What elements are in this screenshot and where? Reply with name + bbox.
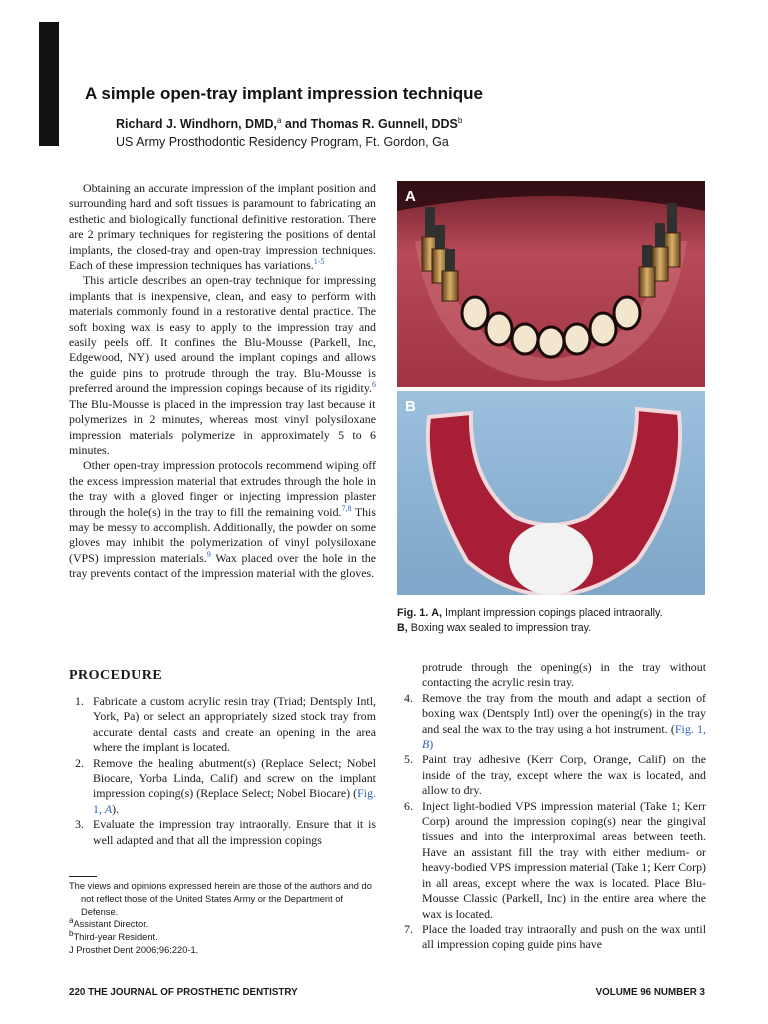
caption-fig-label: Fig. 1. xyxy=(397,607,429,619)
step-4-number: 4. xyxy=(404,690,413,705)
fig-1-link[interactable]: Fig. 1 xyxy=(93,786,376,816)
step-6-number: 6. xyxy=(404,798,413,813)
step-5-number: 5. xyxy=(404,752,413,767)
step-4-text-a: Remove the tray from the mouth and adapt a section of boxing wax (Dentsply Intl) over the opening(s) in the tray and seal the wax to the tray using a hot instrument. ( xyxy=(422,690,706,736)
step-3-cont-text: protrude through the opening(s) in the tray without contacting the acrylic resin tray. xyxy=(422,660,706,690)
panel-b-label: B xyxy=(405,398,416,415)
paragraph-3-text: Other open-tray impression protocols recommend wiping off the excess impression material that extrudes through the hole in the tray with a gloved finger or injecting impression plaster through the hole(s) in the tray to fill the remaining void. xyxy=(69,458,376,519)
step-7-number: 7. xyxy=(404,921,413,936)
caption-a-text: Implant impression copings placed intraorally. xyxy=(442,607,663,619)
affiliation: US Army Prosthodontic Residency Program, Ft. Gordon, Ga xyxy=(116,135,449,149)
figure-1-caption xyxy=(397,606,715,636)
footnote-a-text: Assistant Director. xyxy=(73,919,149,930)
figure-1b-drawing xyxy=(397,391,705,595)
footnote-a xyxy=(69,918,379,931)
panel-a-label: A xyxy=(405,188,416,205)
caption-b-label: B, xyxy=(397,622,408,634)
step-3-continued xyxy=(398,660,706,691)
boxing-wax xyxy=(509,523,593,595)
footer-volume: VOLUME 96 NUMBER 3 xyxy=(595,987,705,998)
step-1-text: Fabricate a custom acrylic resin tray (Triad; Dentsply Intl, York, Pa) or select an appropriately sized stock tray from accurate dental casts and create an opening in the area where the implant is located. xyxy=(93,694,376,755)
paragraph-1-text: Obtaining an accurate impression of the implant position and surrounding hard and soft tissues is paramount to fabricating an esthetic and biologically functional definitive restoration. There are 2 primary techniques for registering the positions of dental implants, the closed-tray and open-tray impression techniques. Each of these impression techniques has variations. xyxy=(69,181,376,273)
journal-side-bar xyxy=(39,22,59,146)
step-4-text-c: ) xyxy=(429,737,434,752)
step-5 xyxy=(398,752,706,798)
step-7 xyxy=(398,922,706,953)
fig-1-link-2[interactable]: Fig. 1 xyxy=(674,721,704,736)
step-5-text: Paint tray adhesive (Kerr Corp, Orange, Calif) on the inside of the tray, except where the wax is located, and allow to dry. xyxy=(422,752,706,798)
paragraph-2 xyxy=(69,273,376,458)
procedure-steps-left xyxy=(69,694,376,848)
step-7-text: Place the loaded tray intraorally and push on the wax until all impression coping guide pins have xyxy=(422,921,706,952)
step-4-text-b: , xyxy=(703,721,706,736)
fig-1a-link[interactable]: A xyxy=(104,801,113,816)
footnote-b-text: Third-year Resident. xyxy=(73,932,158,943)
citation: J Prosthet Dent 2006;96:220-1. xyxy=(69,944,199,955)
paragraph-2-text-b: The Blu-Mousse is placed in the impression tray last because it polymerizes in 2 minutes, whereas most vinyl polysiloxane impression materials polymerize in approximately 5 to 6 minutes. xyxy=(69,396,376,457)
step-3 xyxy=(69,817,376,848)
step-3-text: Evaluate the impression tray intraorally. Ensure that it is well adapted and that all the impression copings xyxy=(93,817,376,847)
step-2-text-c: ). xyxy=(112,801,120,816)
author-line xyxy=(116,117,462,131)
figure-1b-photo xyxy=(397,391,705,595)
paragraph-1 xyxy=(69,181,376,273)
step-6 xyxy=(398,799,706,922)
step-3-number: 3. xyxy=(75,817,84,832)
footnote-rule xyxy=(69,876,97,877)
caption-b-text: Boxing wax sealed to impression tray. xyxy=(407,622,592,634)
footnote-a-sup: a xyxy=(69,916,74,926)
figure-1a-drawing xyxy=(397,181,705,387)
intro-text xyxy=(69,181,376,582)
step-4 xyxy=(398,691,706,753)
reference-7-8[interactable]: 7,8 xyxy=(341,503,352,513)
step-2 xyxy=(69,756,376,818)
footnote-b xyxy=(69,931,379,944)
procedure-steps-right xyxy=(398,660,706,953)
author-1-sup: a xyxy=(277,115,282,125)
step-1-number: 1. xyxy=(75,694,84,708)
paragraph-3 xyxy=(69,458,376,581)
step-2-text-b: , xyxy=(98,801,105,816)
footer-journal: 220 THE JOURNAL OF PROSTHETIC DENTISTRY xyxy=(69,987,298,998)
author-2: and Thomas R. Gunnell, DDS xyxy=(281,117,458,131)
footnotes xyxy=(69,880,379,957)
caption-a-label: A, xyxy=(431,607,443,619)
reference-1-5[interactable]: 1-5 xyxy=(313,257,325,267)
step-6-text: Inject light-bodied VPS impression material (Take 1; Kerr Corp) around the impression coping(s) near the gingival tissues and into the interproximal areas between teeth. Have an assistant fill the tray with either medium- or heavy-bodied VPS impression material (Take 1; Kerr Corp) in all areas, except where the wax is located. Place Blu-Mousse Classic (Parkell, Inc) in the entire area where the wax is located. xyxy=(422,798,706,921)
step-2-number: 2. xyxy=(75,755,84,770)
reference-6[interactable]: 6 xyxy=(372,380,376,390)
author-2-sup: b xyxy=(457,115,463,125)
paragraph-2-text: This article describes an open-tray technique for impressing implants that is inexpensive, clean, and easy to perform with materials commonly found in a restorative dental practice. The soft boxing wax is easy to apply to the impression tray and easily peels off. It confines the Blu-Mousse (Parkell, Inc, Edgewood, NY) used around the implant copings and allows the guide pins to protrude through the tray. Blu-Mousse is preferred around the impression copings because of its rigidity. xyxy=(69,273,376,396)
procedure-heading: PROCEDURE xyxy=(69,668,163,683)
article-title: A simple open-tray implant impression technique xyxy=(85,84,483,103)
figure-1a-photo xyxy=(397,181,705,387)
paragraph-3-text-c: Wax placed over the hole in the tray prevents contact of the impression material with the gloves. xyxy=(69,550,376,581)
reference-9[interactable]: 9 xyxy=(206,549,211,559)
step-2-text-a: Remove the healing abutment(s) (Replace Select; Nobel Biocare, Yorba Linda, Calif) and screw on the implant impression coping(s) (Replace Select; Nobel Biocare) ( xyxy=(93,755,376,801)
paragraph-3-text-b: This may be messy to accomplish. Additionally, the powder on some gloves may inhibit the polymerization of vinyl polysiloxane (VPS) impression materials. xyxy=(69,504,376,565)
fig-1b-link[interactable]: B xyxy=(422,737,430,752)
footnote-b-sup: b xyxy=(69,929,74,939)
step-1 xyxy=(69,694,376,756)
footnote-disclaimer: The views and opinions expressed herein are those of the authors and do not reflect those of the United States Army or the Department of Defense. xyxy=(69,881,372,917)
author-1: Richard J. Windhorn, DMD, xyxy=(116,117,277,131)
